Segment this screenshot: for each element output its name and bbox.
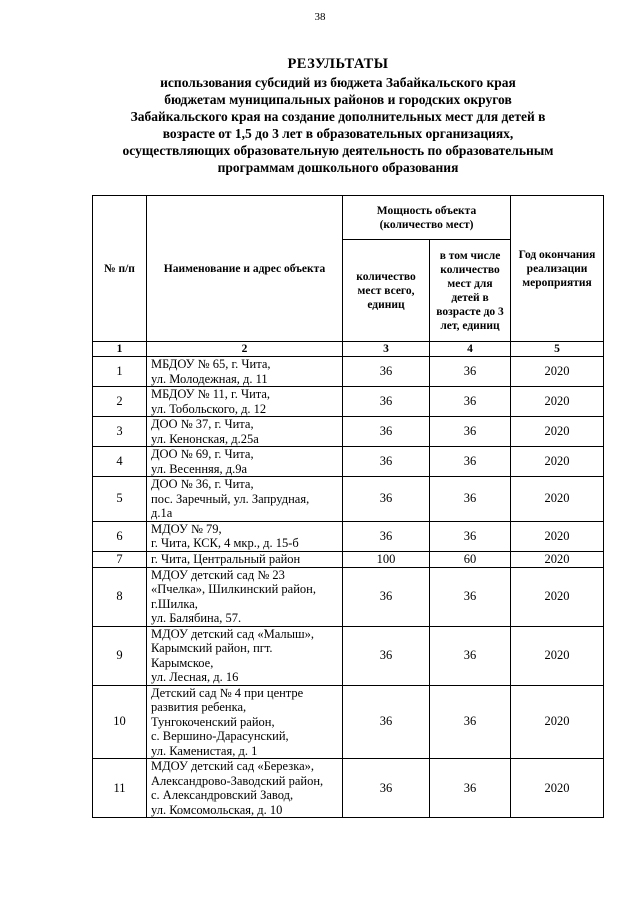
table-row xyxy=(93,685,604,759)
table-row xyxy=(93,477,604,522)
cell-year: 2020 xyxy=(511,357,604,387)
cell-under3: 36 xyxy=(430,521,511,551)
cell-name-line: МДОУ № 79, xyxy=(151,521,222,536)
title-line: Забайкальского края на создание дополнительных мест для детей в xyxy=(130,109,546,124)
cell-num: 10 xyxy=(93,685,147,759)
cell-under3: 36 xyxy=(430,685,511,759)
table-row xyxy=(93,387,604,417)
table-body xyxy=(93,357,604,818)
cell-under3: 36 xyxy=(430,387,511,417)
cell-under3: 36 xyxy=(430,567,511,626)
cell-name-line: ул. Весенняя, д.9а xyxy=(151,461,248,476)
cell-total: 36 xyxy=(343,685,430,759)
table-row xyxy=(93,357,604,387)
cell-total: 36 xyxy=(343,387,430,417)
column-number: 3 xyxy=(343,342,430,357)
cell-name-line: Александрово-Заводский район, xyxy=(151,773,324,788)
cell-total: 36 xyxy=(343,417,430,447)
cell-under3: 36 xyxy=(430,417,511,447)
title-line: бюджетам муниципальных районов и городских округов xyxy=(164,92,512,107)
cell-name-line: г. Чита, КСК, 4 мкр., д. 15-б xyxy=(151,536,299,550)
cell-name-line: «Пчелка», Шилкинский район, xyxy=(151,582,316,596)
cell-name xyxy=(147,357,343,387)
cell-total: 36 xyxy=(343,521,430,551)
table-row xyxy=(93,626,604,685)
header-year: Год окончания реализации мероприятия xyxy=(511,196,604,342)
column-number: 4 xyxy=(430,342,511,357)
cell-under3: 36 xyxy=(430,759,511,818)
cell-year: 2020 xyxy=(511,567,604,626)
cell-year: 2020 xyxy=(511,417,604,447)
table-row xyxy=(93,551,604,567)
cell-num: 3 xyxy=(93,417,147,447)
cell-name-line: с. Александровский Завод, xyxy=(151,788,294,802)
page-number: 38 xyxy=(314,11,326,23)
column-number: 1 xyxy=(93,342,147,357)
cell-num: 2 xyxy=(93,387,147,417)
cell-total: 100 xyxy=(343,551,430,567)
cell-name-line: ул. Балябина, 57. xyxy=(151,611,242,625)
cell-name xyxy=(147,626,343,685)
cell-name-line: ДОО № 69, г. Чита, xyxy=(151,447,254,461)
cell-name xyxy=(147,567,343,626)
cell-num: 9 xyxy=(93,626,147,685)
cell-name-line: Детский сад № 4 при центре xyxy=(151,685,304,700)
cell-name-line: МДОУ детский сад «Березка», xyxy=(151,759,314,773)
cell-name-line: ул. Каменистая, д. 1 xyxy=(151,743,258,758)
title-line: осуществляющих образовательную деятельность по образовательным xyxy=(122,143,554,158)
cell-name-line: Карымский район, пгт. xyxy=(151,641,273,655)
cell-under3: 36 xyxy=(430,477,511,522)
cell-year: 2020 xyxy=(511,447,604,477)
cell-total: 36 xyxy=(343,357,430,387)
cell-num: 5 xyxy=(93,477,147,522)
cell-num: 8 xyxy=(93,567,147,626)
cell-name-line: МДОУ детский сад № 23 xyxy=(151,567,285,582)
cell-name-line: Тунгокоченский район, xyxy=(151,714,275,729)
header-under3: в том числе количество мест для детей в возрасте до 3 лет, единиц xyxy=(430,240,511,342)
cell-year: 2020 xyxy=(511,521,604,551)
cell-year: 2020 xyxy=(511,477,604,522)
cell-name-line: ул. Комсомольская, д. 10 xyxy=(151,802,283,817)
cell-name-line: г.Шилка, xyxy=(151,596,198,611)
title-line: использования субсидий из бюджета Забайкальского края xyxy=(160,75,516,90)
table-row xyxy=(93,567,604,626)
cell-name-line: ул. Тобольского, д. 12 xyxy=(151,401,267,416)
cell-year: 2020 xyxy=(511,387,604,417)
header-total: количество мест всего, единиц xyxy=(343,240,430,342)
cell-name xyxy=(147,447,343,477)
cell-name-line: г. Чита, Центральный район xyxy=(151,551,301,566)
cell-name-line: с. Вершино-Дарасунский, xyxy=(151,729,289,743)
cell-num: 6 xyxy=(93,521,147,551)
cell-total: 36 xyxy=(343,567,430,626)
table-row xyxy=(93,417,604,447)
header-name: Наименование и адрес объекта xyxy=(147,196,343,342)
cell-year: 2020 xyxy=(511,685,604,759)
cell-under3: 36 xyxy=(430,626,511,685)
cell-num: 4 xyxy=(93,447,147,477)
results-table xyxy=(92,195,604,818)
cell-name-line: пос. Заречный, ул. Запрудная, xyxy=(151,491,310,506)
cell-name-line: развития ребенка, xyxy=(151,700,247,714)
cell-under3: 36 xyxy=(430,357,511,387)
cell-num: 7 xyxy=(93,551,147,567)
cell-year: 2020 xyxy=(511,626,604,685)
cell-name-line: д.1а xyxy=(151,506,173,520)
column-number: 2 xyxy=(147,342,343,357)
title-line: возрасте от 1,5 до 3 лет в образовательных организациях, xyxy=(162,126,514,141)
cell-under3: 60 xyxy=(430,551,511,567)
cell-total: 36 xyxy=(343,759,430,818)
cell-name xyxy=(147,417,343,447)
cell-name xyxy=(147,521,343,551)
title-line: программам дошкольного образования xyxy=(217,160,459,175)
cell-name-line: ДОО № 36, г. Чита, xyxy=(151,477,254,491)
cell-name xyxy=(147,759,343,818)
document-title xyxy=(88,56,588,176)
cell-name-line: ул. Кенонская, д.25а xyxy=(151,431,259,446)
header-num: № п/п xyxy=(93,196,147,342)
cell-name xyxy=(147,477,343,522)
cell-name-line: МДОУ детский сад «Малыш», xyxy=(151,626,314,641)
header-capacity-group: Мощность объекта (количество мест) xyxy=(343,196,511,240)
cell-year: 2020 xyxy=(511,759,604,818)
table-row xyxy=(93,447,604,477)
cell-total: 36 xyxy=(343,447,430,477)
cell-name xyxy=(147,387,343,417)
cell-num: 11 xyxy=(93,759,147,818)
cell-num: 1 xyxy=(93,357,147,387)
cell-name-line: ДОО № 37, г. Чита, xyxy=(151,417,254,431)
cell-name-line: МБДОУ № 65, г. Чита, xyxy=(151,357,271,371)
cell-name xyxy=(147,551,343,567)
cell-year: 2020 xyxy=(511,551,604,567)
cell-name-line: ул. Молодежная, д. 11 xyxy=(151,371,268,386)
cell-name-line: ул. Лесная, д. 16 xyxy=(151,670,239,684)
cell-total: 36 xyxy=(343,626,430,685)
table-row xyxy=(93,521,604,551)
column-number: 5 xyxy=(511,342,604,357)
cell-name xyxy=(147,685,343,759)
title-main: РЕЗУЛЬТАТЫ xyxy=(287,56,389,72)
cell-name-line: МБДОУ № 11, г. Чита, xyxy=(151,387,271,401)
table-row xyxy=(93,759,604,818)
cell-name-line: Карымское, xyxy=(151,655,214,670)
cell-under3: 36 xyxy=(430,447,511,477)
cell-total: 36 xyxy=(343,477,430,522)
